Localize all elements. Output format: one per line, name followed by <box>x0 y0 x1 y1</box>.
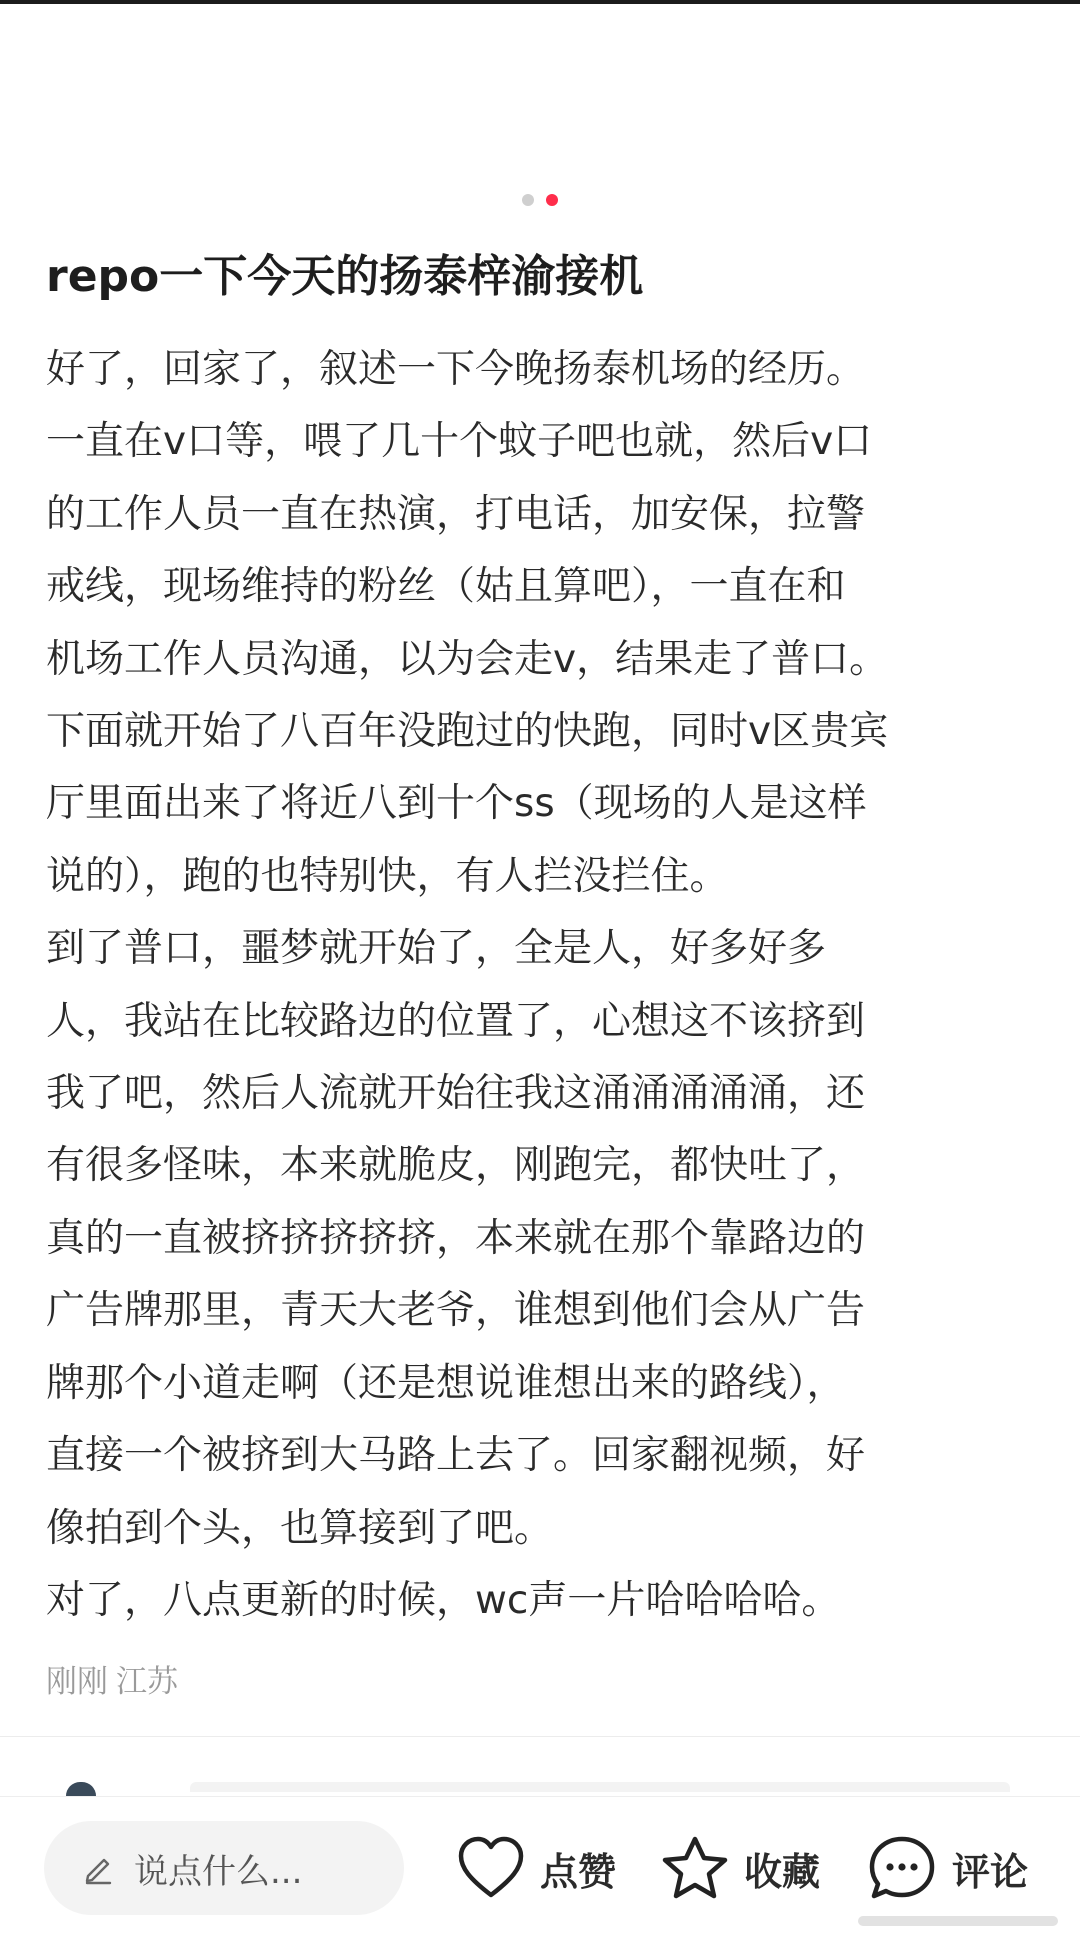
post-body-line: 有很多怪味，本来就脆皮，刚跑完，都快吐了， <box>46 1143 866 1189</box>
post-body-line: 机场工作人员沟通，以为会走v，结果走了普口。 <box>46 636 889 682</box>
post-body-line: 厅里面出来了将近八到十个ss（现场的人是这样 <box>46 781 867 827</box>
status-bar-edge <box>0 0 1080 4</box>
carousel-indicator <box>0 194 1080 206</box>
comment-preview-peek <box>190 1782 1010 1792</box>
post-body-line: 说的），跑的也特别快，有人拦没拦住。 <box>46 853 729 899</box>
like-button[interactable] <box>456 1831 616 1905</box>
carousel-dot-1[interactable] <box>522 194 534 206</box>
heart-icon <box>456 1835 526 1901</box>
post-body-line: 我了吧，然后人流就开始往我这涌涌涌涌涌，还 <box>46 1071 866 1117</box>
post-title: repo一下今天的扬泰梓渝接机 <box>46 251 644 302</box>
comment-input-placeholder: 说点什么... <box>134 1851 303 1892</box>
post-body-line: 直接一个被挤到大马路上去了。回家翻视频，好 <box>46 1433 866 1479</box>
carousel-dot-2-active[interactable] <box>546 194 558 206</box>
post-body-line: 到了普口，噩梦就开始了，全是人，好多好多 <box>46 926 827 972</box>
post-body-line: 牌那个小道走啊（还是想说谁想出来的路线）， <box>46 1360 846 1406</box>
post-body-line: 人，我站在比较路边的位置了，心想这不该挤到 <box>46 998 866 1044</box>
post-body-line: 像拍到个头，也算接到了吧。 <box>46 1505 554 1551</box>
star-icon <box>660 1834 730 1902</box>
pencil-icon <box>80 1850 116 1886</box>
post-time: 刚刚 <box>46 1664 108 1700</box>
home-indicator[interactable] <box>858 1916 1058 1926</box>
post-body-line: 对了，八点更新的时候，wc声一片哈哈哈哈。 <box>46 1577 841 1623</box>
comment-label: 评论 <box>952 1849 1029 1894</box>
post-body-line: 下面就开始了八百年没跑过的快跑，同时v区贵宾 <box>46 709 889 755</box>
post-body-line: 戒线，现场维持的粉丝（姑且算吧），一直在和 <box>46 564 846 610</box>
comment-button[interactable] <box>866 1831 1028 1905</box>
post-body-line: 的工作人员一直在热演，打电话，加安保，拉警 <box>46 491 866 537</box>
comment-avatar-peek <box>66 1782 96 1796</box>
post-meta <box>46 1656 178 1701</box>
like-label: 点赞 <box>540 1849 617 1894</box>
post-body-line: 一直在v口等，喂了几十个蚊子吧也就，然后v口 <box>46 419 873 465</box>
favorite-button[interactable] <box>660 1831 820 1905</box>
post-location: 江苏 <box>116 1664 178 1700</box>
post-body-line: 好了，回家了，叙述一下今晚扬泰机场的经历。 <box>46 347 866 392</box>
favorite-label: 收藏 <box>744 1849 821 1894</box>
post-body-line: 广告牌那里，青天大老爷，谁想到他们会从广告 <box>46 1288 866 1334</box>
comment-bubble-icon <box>866 1833 938 1903</box>
post-body-line: 真的一直被挤挤挤挤挤，本来就在那个靠路边的 <box>46 1215 866 1261</box>
divider <box>0 1736 1080 1737</box>
post-body <box>46 334 1036 1637</box>
comment-input[interactable] <box>44 1821 404 1915</box>
